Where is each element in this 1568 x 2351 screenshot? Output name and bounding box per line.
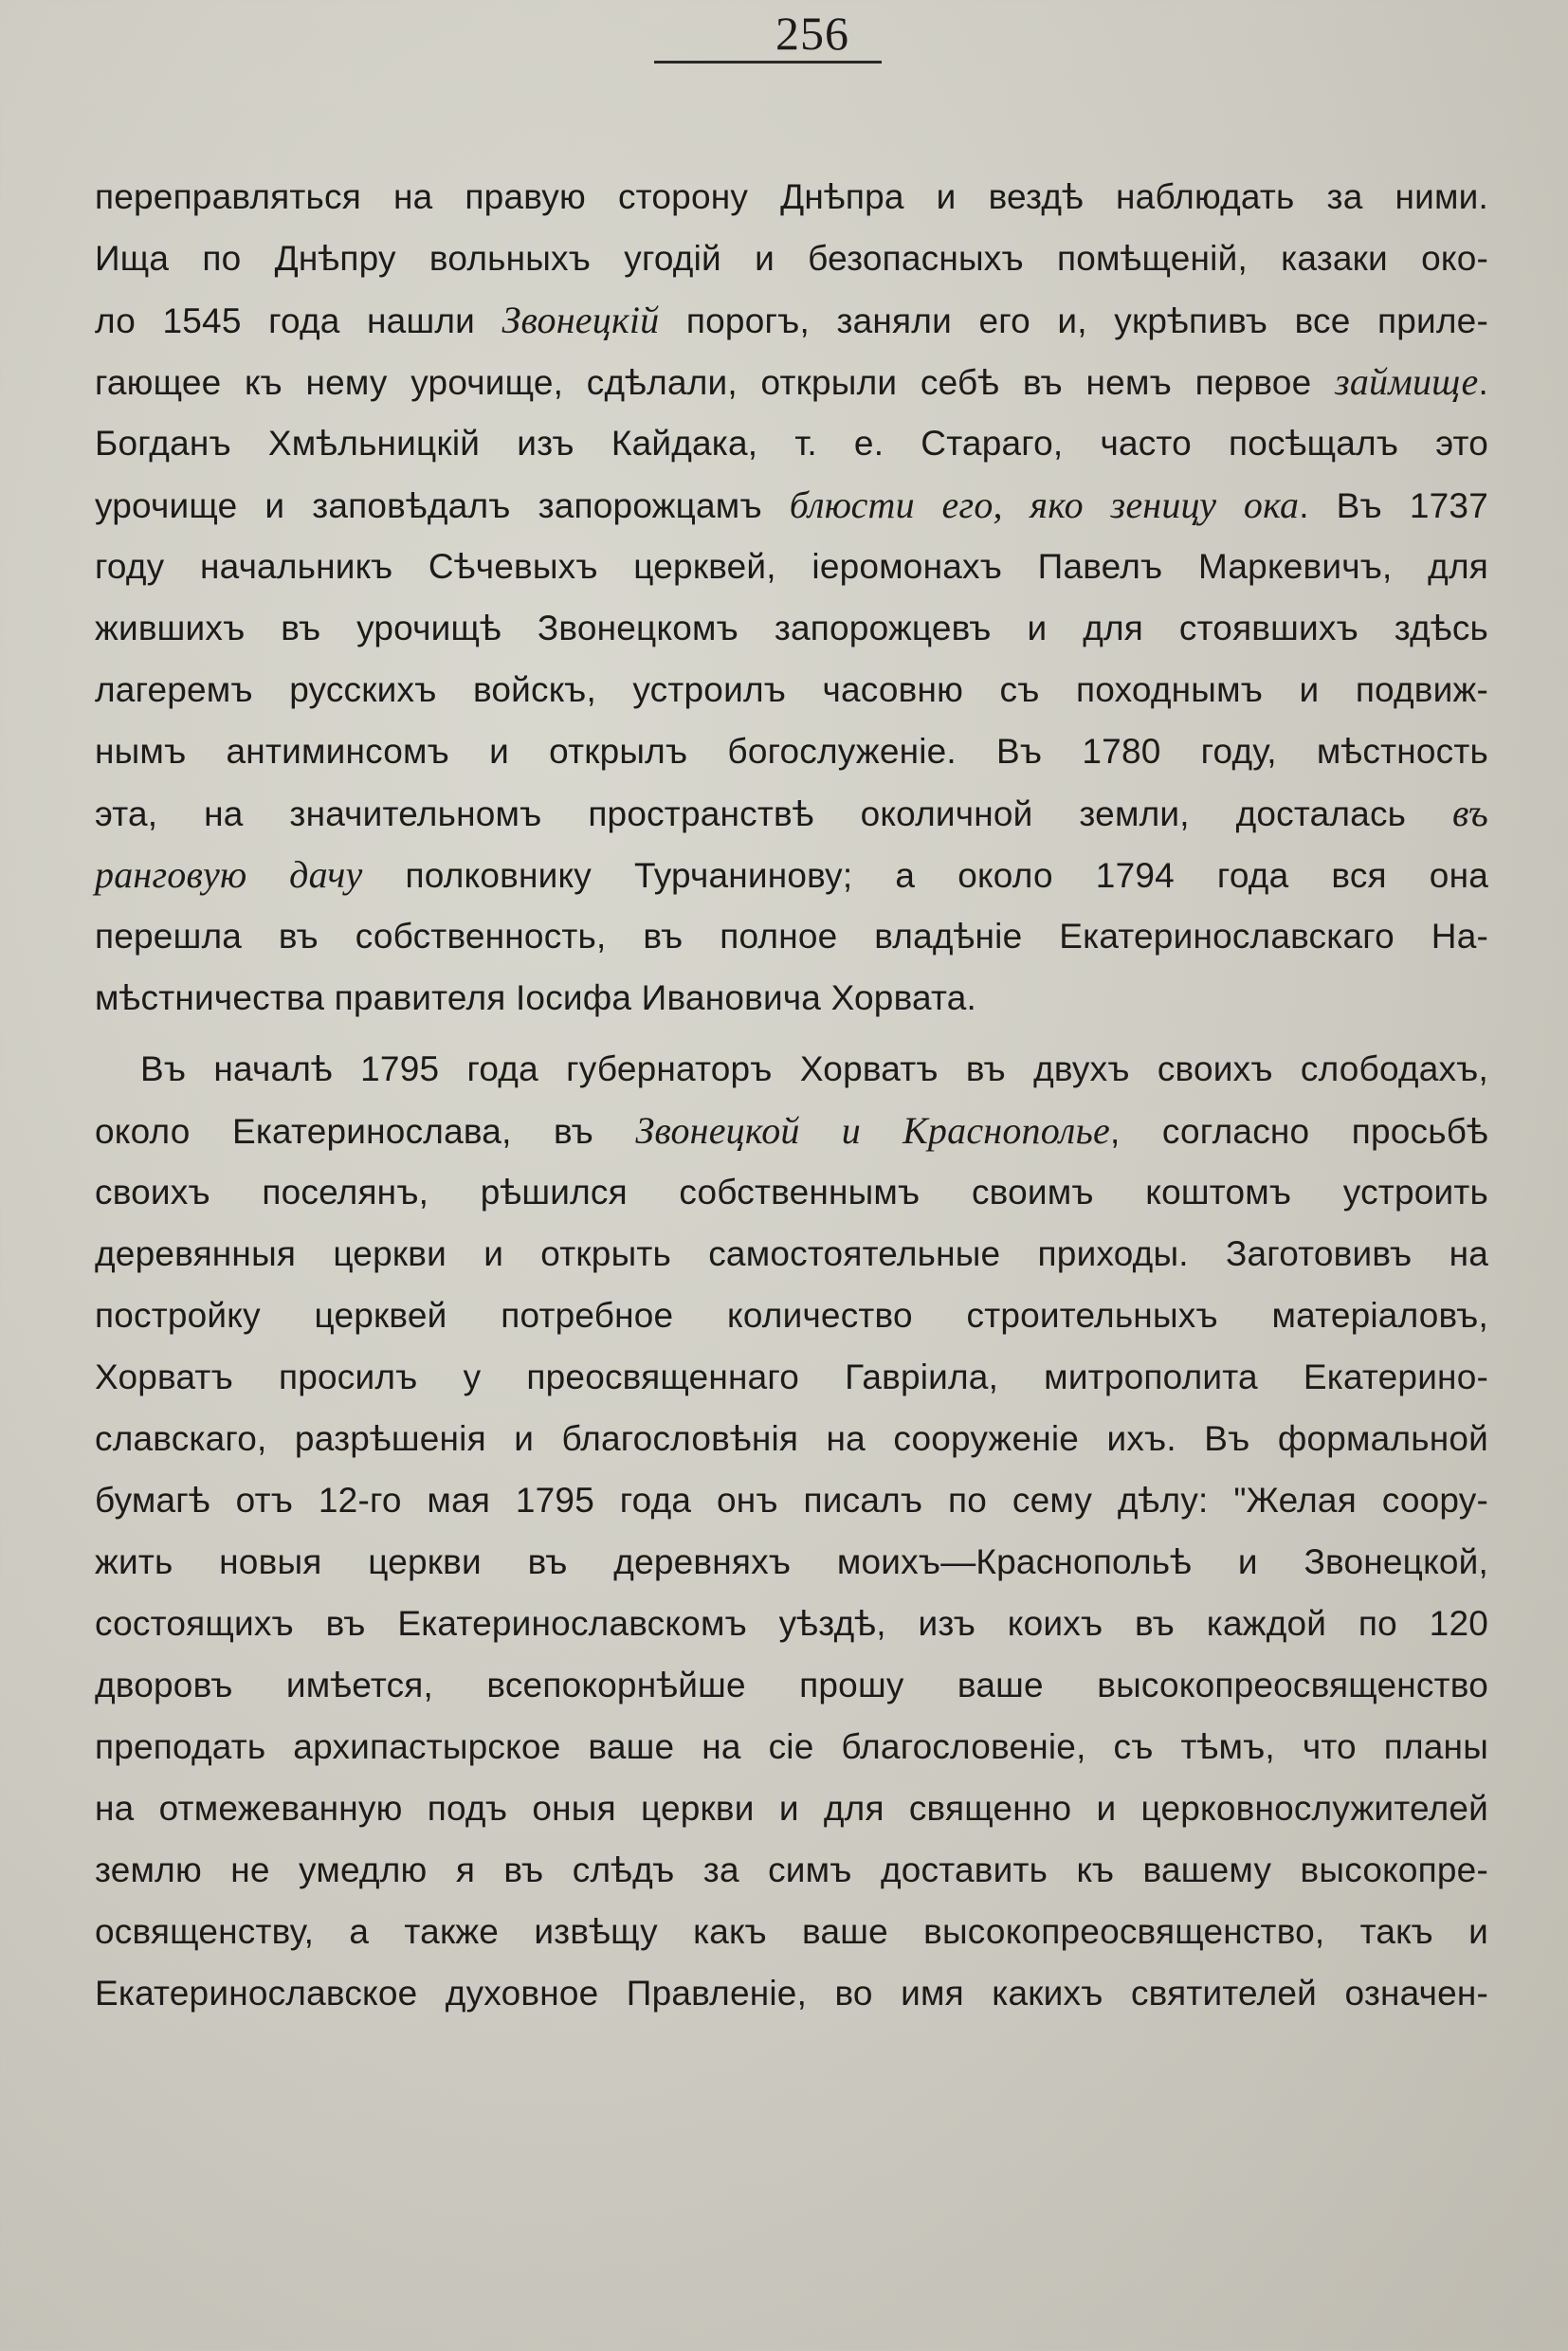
text-line [95, 412, 1488, 474]
text-segment: полковнику Турчанинову; а около 1794 года вся она [362, 856, 1488, 895]
text-line [95, 1593, 1488, 1654]
text-line [95, 659, 1488, 720]
text-segment: деревянныя церкви и открыть самостоятельные приходы. Заготовивъ на [95, 1234, 1488, 1273]
paragraph [95, 166, 1488, 1029]
text-line [95, 289, 1488, 351]
body-text [95, 166, 1488, 2024]
text-segment: около Екатеринослава, въ [95, 1112, 636, 1151]
text-line [95, 1654, 1488, 1716]
text-segment: Екатеринославское духовное Правленіе, во имя какихъ святителей означен- [95, 1974, 1488, 2013]
italic-phrase: займище [1335, 360, 1479, 403]
text-line [95, 1962, 1488, 2024]
text-segment: лагеремъ русскихъ войскъ, устроилъ часовню съ походнымъ и подвиж- [95, 670, 1488, 709]
text-line [95, 1346, 1488, 1408]
text-segment: году начальникъ Сѣчевыхъ церквей, іеромонахъ Павелъ Маркевичъ, для [95, 547, 1488, 586]
text-segment: постройку церквей потребное количество строительныхъ матеріаловъ, [95, 1296, 1488, 1335]
italic-phrase: Звонецкой и Краснополье [635, 1109, 1110, 1152]
text-segment: Ища по Днѣпру вольныхъ угодій и безопасныхъ помѣщеній, казаки око- [95, 239, 1488, 278]
text-line [95, 1469, 1488, 1531]
text-segment: порогъ, заняли его и, укрѣпивъ все приле- [659, 301, 1488, 340]
paragraph-gap [95, 1029, 1488, 1038]
text-line [95, 905, 1488, 967]
text-segment: Хорватъ просилъ у преосвященнаго Гавріила, митрополита Екатерино- [95, 1358, 1488, 1396]
text-segment: , согласно просьбѣ [1109, 1112, 1488, 1151]
text-line [95, 1161, 1488, 1223]
header-rule [654, 61, 882, 64]
italic-phrase: въ [1452, 792, 1488, 834]
text-segment: преподать архипастырское ваше на сіе благословеніе, съ тѣмъ, что планы [95, 1727, 1488, 1766]
text-segment: славскаго, разрѣшенія и благословѣнія на сооруженіе ихъ. Въ формальной [95, 1419, 1488, 1458]
italic-phrase: Звонецкій [501, 299, 660, 341]
text-line [95, 474, 1488, 536]
text-line [95, 1285, 1488, 1346]
text-segment: состоящихъ въ Екатеринославскомъ уѣздѣ, изъ коихъ въ каждой по 120 [95, 1604, 1488, 1643]
text-segment: . Въ 1737 [1299, 486, 1488, 525]
text-segment: нымъ антиминсомъ и открылъ богослуженіе. Въ 1780 году, мѣстность [95, 732, 1488, 771]
text-line [95, 597, 1488, 659]
text-segment: своихъ поселянъ, рѣшился собственнымъ своимъ коштомъ устроить [95, 1173, 1488, 1212]
text-segment: переправляться на правую сторону Днѣпра и вездѣ наблюдать за ними. [95, 177, 1488, 216]
text-segment: на отмежеванную подъ оныя церкви и для священно и церковнослужителей [95, 1789, 1488, 1828]
text-line [95, 1531, 1488, 1593]
text-line [95, 782, 1488, 844]
text-segment: Въ началѣ 1795 года губернаторъ Хорватъ въ двухъ своихъ слободахъ, [140, 1049, 1488, 1088]
text-line [95, 1901, 1488, 1962]
text-segment: освященству, а также извѣщу какъ ваше высокопреосвященство, такъ и [95, 1912, 1488, 1951]
text-segment: . [1478, 363, 1488, 402]
text-line [95, 1100, 1488, 1161]
text-segment: перешла въ собственность, въ полное владѣніе Екатеринославскаго На- [95, 917, 1488, 956]
text-line [95, 720, 1488, 782]
italic-phrase: блюсти его, яко зеницу ока [789, 483, 1300, 526]
page-number: 256 [775, 7, 849, 60]
text-segment: землю не умедлю я въ слѣдъ за симъ доставить къ вашему высокопре- [95, 1850, 1488, 1889]
text-line [95, 536, 1488, 597]
text-segment: жившихъ въ урочищѣ Звонецкомъ запорожцевъ и для стоявшихъ здѣсь [95, 609, 1488, 647]
text-line [95, 1839, 1488, 1901]
text-segment: ло 1545 года нашли [95, 301, 502, 340]
text-segment: гающее къ нему урочище, сдѣлали, открыли себѣ въ немъ первое [95, 363, 1336, 402]
text-line [95, 166, 1488, 228]
text-line [95, 1223, 1488, 1285]
text-line [95, 351, 1488, 412]
text-segment: эта, на значительномъ пространствѣ околичной земли, досталась [95, 794, 1452, 833]
text-segment: дворовъ имѣется, всепокорнѣйше прошу ваше высокопреосвященство [95, 1666, 1488, 1704]
paragraph [95, 1038, 1488, 2024]
text-segment: урочище и заповѣдалъ запорожцамъ [95, 486, 790, 525]
text-line [95, 1777, 1488, 1839]
text-line [95, 1408, 1488, 1469]
text-line [95, 1038, 1488, 1100]
text-line [95, 967, 1488, 1029]
text-segment: жить новыя церкви въ деревняхъ моихъ—Краснопольѣ и Звонецкой, [95, 1542, 1488, 1581]
text-segment: Богданъ Хмѣльницкій изъ Кайдака, т. е. Стараго, часто посѣщалъ это [95, 424, 1488, 463]
text-segment: мѣстничества правителя Іосифа Ивановича Хорвата. [95, 978, 976, 1017]
text-line [95, 228, 1488, 289]
text-line [95, 1716, 1488, 1777]
text-line [95, 844, 1488, 905]
italic-phrase: ранговую дачу [95, 853, 363, 896]
text-segment: бумагѣ отъ 12-го мая 1795 года онъ писалъ по сему дѣлу: "Желая соору- [95, 1481, 1488, 1520]
